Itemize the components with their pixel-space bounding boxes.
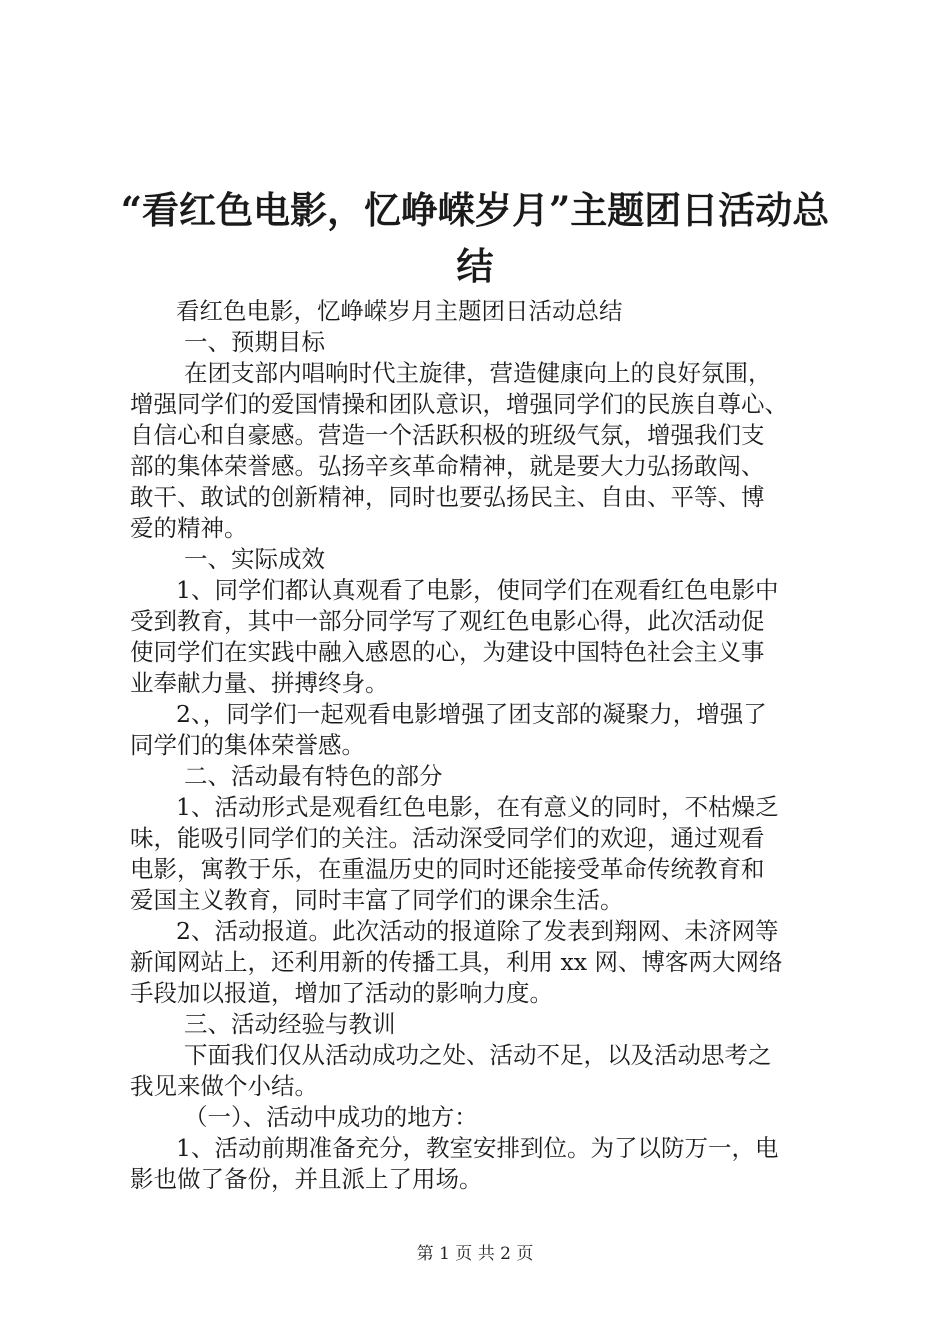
- paragraph-line: 部的集体荣誉感。弘扬辛亥革命精神，就是要大力弘扬敢闯、: [130, 452, 765, 480]
- paragraph-line: 看红色电影，忆峥嵘岁月主题团日活动总结: [176, 297, 623, 325]
- paragraph-line: 业奉献力量、拼搏终身。: [130, 669, 389, 697]
- paragraph-line: 敢干、敢试的创新精神，同时也要弘扬民主、自由、平等、博: [130, 483, 765, 511]
- paragraph-line: 同学们的集体荣誉感。: [130, 731, 365, 759]
- document-body: [130, 296, 830, 1195]
- paragraph-line: 在团支部内唱响时代主旋律，营造健康向上的良好氛围，: [184, 359, 772, 387]
- section-heading: 一、实际成效: [184, 545, 325, 573]
- paragraph-line: 1、活动形式是观看红色电影，在有意义的同时，不枯燥乏: [176, 793, 779, 821]
- document-title-line-1: “看红色电影，忆峥嵘岁月”主题团日活动总: [120, 188, 830, 232]
- paragraph-line: 新闻网站上，还利用新的传播工具，利用 xx 网、博客两大网络: [130, 948, 783, 976]
- paragraph-line: 2、活动报道。此次活动的报道除了发表到翔网、未济网等: [176, 917, 779, 945]
- paragraph-line: 1、活动前期准备充分，教室安排到位。为了以防万一，电: [176, 1134, 779, 1162]
- paragraph-line: 使同学们在实践中融入感恩的心，为建设中国特色社会主义事: [130, 638, 765, 666]
- subsection-heading: （一）、活动中成功的地方：: [184, 1103, 478, 1131]
- paragraph-line: 电影，寓教于乐，在重温历史的同时还能接受革命传统教育和: [130, 855, 765, 883]
- paragraph-line: 我见来做个小结。: [130, 1072, 318, 1100]
- paragraph-line: 下面我们仅从活动成功之处、活动不足，以及活动思考之: [184, 1041, 772, 1069]
- paragraph-line: 爱的精神。: [130, 514, 248, 542]
- paragraph-line: 手段加以报道，增加了活动的影响力度。: [130, 979, 553, 1007]
- paragraph-line: 受到教育，其中一部分同学写了观红色电影心得，此次活动促: [130, 607, 765, 635]
- paragraph-line: 味，能吸引同学们的关注。活动深受同学们的欢迎，通过观看: [130, 824, 765, 852]
- paragraph-line: 自信心和自豪感。营造一个活跃积极的班级气氛，增强我们支: [130, 421, 765, 449]
- section-heading: 三、活动经验与教训: [184, 1010, 396, 1038]
- section-heading: 一、预期目标: [184, 328, 325, 356]
- paragraph-line: 增强同学们的爱国情操和团队意识，增强同学们的民族自尊心、: [130, 390, 788, 418]
- section-heading: 二、活动最有特色的部分: [184, 762, 443, 790]
- paragraph-line: 影也做了备份，并且派上了用场。: [130, 1165, 483, 1193]
- paragraph-line: 2、，同学们一起观看电影增强了团支部的凝聚力，增强了: [176, 700, 767, 728]
- paragraph-line: 1、同学们都认真观看了电影，使同学们在观看红色电影中: [176, 576, 779, 604]
- page-footer: 第 1 页 共 2 页: [416, 1244, 534, 1264]
- paragraph-line: 爱国主义教育，同时丰富了同学们的课余生活。: [130, 886, 624, 914]
- document-title-line-2: 结: [456, 244, 494, 288]
